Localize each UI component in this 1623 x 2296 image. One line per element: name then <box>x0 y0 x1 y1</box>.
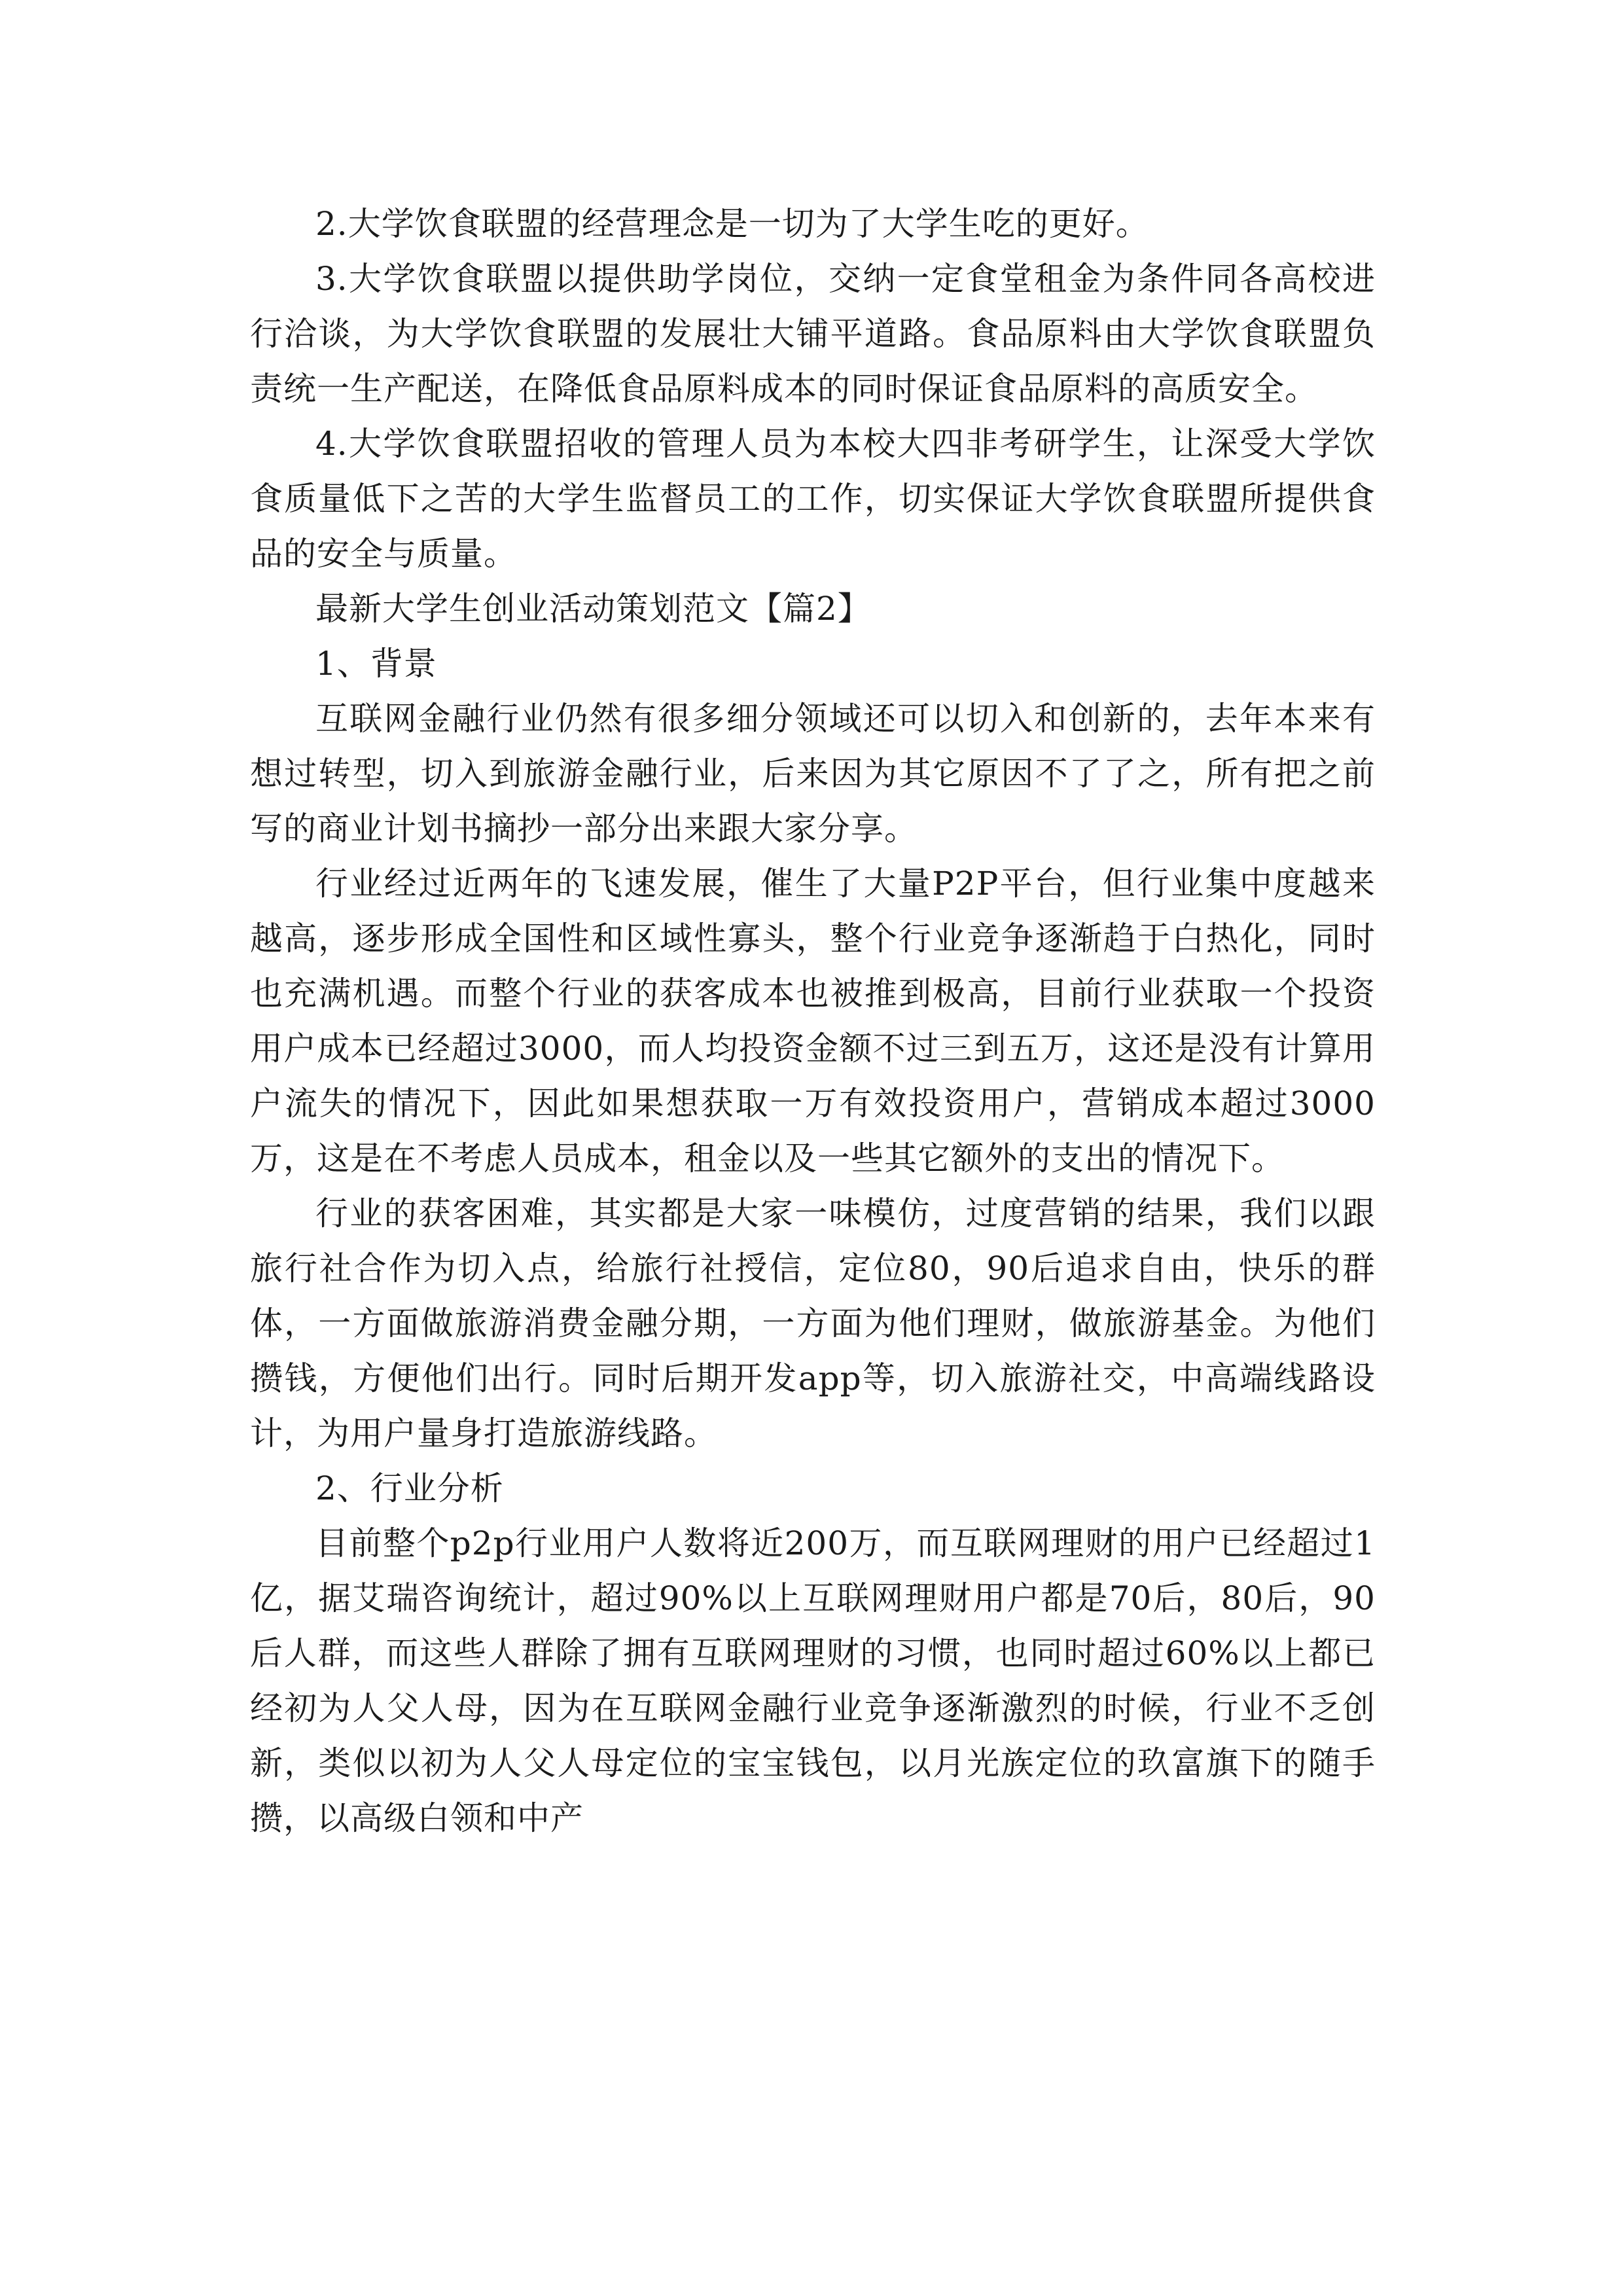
paragraph-industry-development: 行业经过近两年的飞速发展，催生了大量P2P平台，但行业集中度越来越高，逐步形成全国性和区域性寡头，整个行业竞争逐渐趋于白热化，同时也充满机遇。而整个行业的获客成本也被推到极高，目前行业获取一个投资用户成本已经超过3000，而人均投资金额不过三到五万，这还是没有计算用户流失的情况下，因此如果想获取一万有效投资用户，营销成本超过3000万，这是在不考虑人员成本，租金以及一些其它额外的支出的情况下。 <box>250 865 1376 1177</box>
paragraph-item-3: 3.大学饮食联盟以提供助学岗位，交纳一定食堂租金为条件同各高校进行洽谈，为大学饮食联盟的发展壮大铺平道路。食品原料由大学饮食联盟负责统一生产配送，在降低食品原料成本的同时保证食品原料的高质安全。 <box>250 260 1376 408</box>
section-heading-part-2: 最新大学生创业活动策划范文【篇2】 <box>315 590 871 628</box>
subheading-industry-analysis: 2、行业分析 <box>315 1469 504 1507</box>
paragraph-item-2: 2.大学饮食联盟的经营理念是一切为了大学生吃的更好。 <box>315 205 1149 243</box>
paragraph-industry-analysis: 目前整个p2p行业用户人数将近200万，而互联网理财的用户已经超过1亿，据艾瑞咨询统计，超过90%以上互联网理财用户都是70后，80后，90后人群，而这些人群除了拥有互联网理财的习惯，也同时超过60%以上都已经初为人父人母，因为在互联网金融行业竞争逐渐激烈的时候，行业不乏创新，类似以初为人父人母定位的宝宝钱包，以月光族定位的玖富旗下的随手攒，以高级白领和中产 <box>250 1524 1376 1837</box>
document-body <box>250 196 1376 1846</box>
paragraph-customer-acquisition: 行业的获客困难，其实都是大家一味模仿，过度营销的结果，我们以跟旅行社合作为切入点，给旅行社授信，定位80，90后追求自由，快乐的群体，一方面做旅游消费金融分期，一方面为他们理财，做旅游基金。为他们攒钱，方便他们出行。同时后期开发app等，切入旅游社交，中高端线路设计，为用户量身打造旅游线路。 <box>250 1194 1376 1452</box>
paragraph-item-4: 4.大学饮食联盟招收的管理人员为本校大四非考研学生，让深受大学饮食质量低下之苦的大学生监督员工的工作，切实保证大学饮食联盟所提供食品的安全与质量。 <box>250 425 1376 573</box>
subheading-background: 1、背景 <box>315 645 437 683</box>
paragraph-background-intro: 互联网金融行业仍然有很多细分领域还可以切入和创新的，去年本来有想过转型，切入到旅游金融行业，后来因为其它原因不了了之，所有把之前写的商业计划书摘抄一部分出来跟大家分享。 <box>250 700 1376 848</box>
